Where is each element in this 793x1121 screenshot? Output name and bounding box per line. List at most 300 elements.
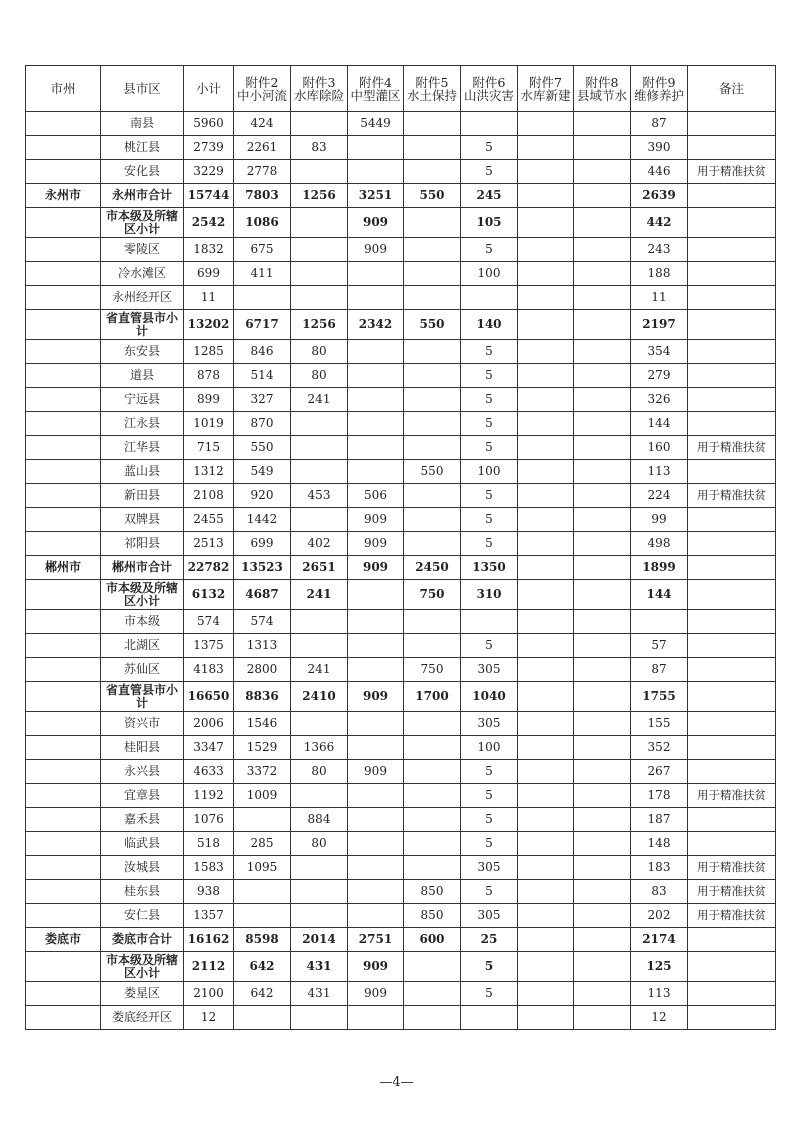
cell-subtotal: 3229	[184, 160, 234, 184]
cell-annex3	[291, 634, 348, 658]
cell-annex2: 514	[234, 364, 291, 388]
cell-annex3	[291, 436, 348, 460]
cell-annex3: 884	[291, 808, 348, 832]
cell-annex3: 83	[291, 136, 348, 160]
cell-annex4: 909	[348, 556, 404, 580]
cell-annex3: 241	[291, 580, 348, 610]
cell-city	[26, 634, 101, 658]
cell-city	[26, 340, 101, 364]
cell-annex9: 155	[631, 712, 688, 736]
cell-county: 市本级及所辖区小计	[101, 208, 184, 238]
cell-annex5	[404, 436, 461, 460]
cell-annex9	[631, 610, 688, 634]
table-row	[26, 136, 776, 160]
cell-annex8	[574, 712, 631, 736]
cell-annex6: 5	[461, 982, 518, 1006]
cell-annex8	[574, 436, 631, 460]
cell-subtotal: 3347	[184, 736, 234, 760]
cell-subtotal: 13202	[184, 310, 234, 340]
cell-annex5	[404, 982, 461, 1006]
cell-annex7	[518, 388, 574, 412]
cell-annex5	[404, 856, 461, 880]
cell-annex5	[404, 712, 461, 736]
cell-annex5	[404, 136, 461, 160]
cell-remark	[688, 388, 776, 412]
cell-annex5	[404, 634, 461, 658]
cell-annex9: 442	[631, 208, 688, 238]
cell-annex5	[404, 160, 461, 184]
table-row	[26, 580, 776, 610]
cell-annex7	[518, 784, 574, 808]
cell-annex8	[574, 532, 631, 556]
cell-city	[26, 112, 101, 136]
cell-annex2: 2800	[234, 658, 291, 682]
table-row	[26, 904, 776, 928]
cell-subtotal: 16650	[184, 682, 234, 712]
cell-county: 东安县	[101, 340, 184, 364]
cell-subtotal: 12	[184, 1006, 234, 1030]
cell-annex3: 80	[291, 364, 348, 388]
cell-annex3: 2651	[291, 556, 348, 580]
cell-city	[26, 136, 101, 160]
cell-annex9: 390	[631, 136, 688, 160]
cell-annex5	[404, 736, 461, 760]
cell-annex2: 13523	[234, 556, 291, 580]
cell-annex3: 80	[291, 340, 348, 364]
cell-annex9: 1899	[631, 556, 688, 580]
table-row	[26, 112, 776, 136]
cell-annex2: 2261	[234, 136, 291, 160]
cell-city	[26, 682, 101, 712]
cell-annex9: 183	[631, 856, 688, 880]
cell-annex8	[574, 784, 631, 808]
cell-annex8	[574, 364, 631, 388]
cell-county: 安仁县	[101, 904, 184, 928]
cell-annex6: 140	[461, 310, 518, 340]
cell-annex7	[518, 184, 574, 208]
cell-city	[26, 286, 101, 310]
cell-annex3	[291, 460, 348, 484]
cell-annex6: 5	[461, 388, 518, 412]
header-annex4: 附件4 中型灌区	[348, 66, 404, 112]
header-city: 市州	[26, 66, 101, 112]
cell-annex3	[291, 904, 348, 928]
cell-annex4	[348, 136, 404, 160]
cell-annex8	[574, 856, 631, 880]
cell-annex7	[518, 310, 574, 340]
cell-remark	[688, 556, 776, 580]
cell-annex5	[404, 412, 461, 436]
cell-subtotal: 2542	[184, 208, 234, 238]
cell-annex8	[574, 412, 631, 436]
cell-county: 临武县	[101, 832, 184, 856]
cell-annex6: 305	[461, 658, 518, 682]
cell-city	[26, 982, 101, 1006]
cell-annex4	[348, 736, 404, 760]
cell-annex7	[518, 238, 574, 262]
cell-subtotal: 878	[184, 364, 234, 388]
cell-annex2: 7803	[234, 184, 291, 208]
cell-annex5: 850	[404, 880, 461, 904]
header-remark: 备注	[688, 66, 776, 112]
cell-annex6	[461, 286, 518, 310]
cell-annex3: 431	[291, 982, 348, 1006]
table-row	[26, 982, 776, 1006]
cell-annex2: 1009	[234, 784, 291, 808]
cell-annex6: 5	[461, 832, 518, 856]
table-row	[26, 952, 776, 982]
cell-remark: 用于精准扶贫	[688, 484, 776, 508]
cell-annex9: 125	[631, 952, 688, 982]
cell-annex3: 1256	[291, 184, 348, 208]
cell-annex4: 2342	[348, 310, 404, 340]
cell-city	[26, 412, 101, 436]
cell-subtotal: 1312	[184, 460, 234, 484]
cell-subtotal: 1375	[184, 634, 234, 658]
cell-annex4: 5449	[348, 112, 404, 136]
cell-annex5: 550	[404, 184, 461, 208]
cell-annex9: 187	[631, 808, 688, 832]
cell-annex8	[574, 760, 631, 784]
cell-annex2: 642	[234, 952, 291, 982]
cell-annex3: 453	[291, 484, 348, 508]
cell-county: 桂东县	[101, 880, 184, 904]
cell-annex8	[574, 808, 631, 832]
cell-annex6	[461, 1006, 518, 1030]
cell-annex7	[518, 682, 574, 712]
table-row	[26, 262, 776, 286]
cell-county: 市本级及所辖区小计	[101, 580, 184, 610]
table-header	[26, 66, 776, 112]
cell-annex7	[518, 208, 574, 238]
cell-annex9: 178	[631, 784, 688, 808]
cell-annex5	[404, 484, 461, 508]
cell-annex8	[574, 952, 631, 982]
cell-annex6: 305	[461, 712, 518, 736]
cell-annex6	[461, 610, 518, 634]
cell-annex2	[234, 1006, 291, 1030]
cell-county: 嘉禾县	[101, 808, 184, 832]
cell-county: 宜章县	[101, 784, 184, 808]
cell-remark	[688, 832, 776, 856]
cell-county: 永州市合计	[101, 184, 184, 208]
cell-annex7	[518, 736, 574, 760]
cell-annex6: 305	[461, 904, 518, 928]
cell-annex7	[518, 658, 574, 682]
cell-annex9: 87	[631, 658, 688, 682]
cell-subtotal: 938	[184, 880, 234, 904]
cell-annex3: 80	[291, 832, 348, 856]
cell-annex2: 6717	[234, 310, 291, 340]
cell-annex2: 411	[234, 262, 291, 286]
cell-annex7	[518, 532, 574, 556]
cell-city	[26, 310, 101, 340]
cell-annex9: 2174	[631, 928, 688, 952]
cell-annex6: 5	[461, 760, 518, 784]
cell-annex5: 600	[404, 928, 461, 952]
cell-county: 省直管县市小计	[101, 682, 184, 712]
cell-annex7	[518, 880, 574, 904]
cell-subtotal: 1357	[184, 904, 234, 928]
table-row	[26, 610, 776, 634]
cell-city	[26, 388, 101, 412]
cell-city	[26, 508, 101, 532]
cell-annex5	[404, 808, 461, 832]
cell-annex5: 750	[404, 580, 461, 610]
cell-annex6: 5	[461, 508, 518, 532]
cell-annex3	[291, 880, 348, 904]
cell-subtotal: 2108	[184, 484, 234, 508]
header-annex9: 附件9 维修养护	[631, 66, 688, 112]
cell-annex6: 5	[461, 412, 518, 436]
cell-annex8	[574, 982, 631, 1006]
cell-county: 北湖区	[101, 634, 184, 658]
header-county: 县市区	[101, 66, 184, 112]
cell-remark	[688, 310, 776, 340]
table-row	[26, 508, 776, 532]
cell-remark: 用于精准扶贫	[688, 904, 776, 928]
cell-remark: 用于精准扶贫	[688, 160, 776, 184]
cell-annex7	[518, 364, 574, 388]
cell-annex7	[518, 712, 574, 736]
cell-annex8	[574, 736, 631, 760]
cell-county: 祁阳县	[101, 532, 184, 556]
cell-annex7	[518, 610, 574, 634]
cell-remark	[688, 580, 776, 610]
cell-annex2: 424	[234, 112, 291, 136]
cell-annex5	[404, 364, 461, 388]
cell-subtotal: 2112	[184, 952, 234, 982]
cell-county: 市本级	[101, 610, 184, 634]
cell-annex2: 642	[234, 982, 291, 1006]
cell-annex4: 909	[348, 760, 404, 784]
cell-annex3	[291, 286, 348, 310]
table-row	[26, 340, 776, 364]
cell-annex8	[574, 580, 631, 610]
table-row	[26, 784, 776, 808]
cell-annex6: 245	[461, 184, 518, 208]
cell-remark	[688, 208, 776, 238]
cell-city	[26, 160, 101, 184]
cell-annex7	[518, 160, 574, 184]
cell-annex5	[404, 832, 461, 856]
cell-remark	[688, 658, 776, 682]
cell-subtotal: 574	[184, 610, 234, 634]
cell-annex8	[574, 136, 631, 160]
cell-annex7	[518, 436, 574, 460]
table-row	[26, 238, 776, 262]
cell-annex4	[348, 436, 404, 460]
table-row	[26, 832, 776, 856]
cell-annex7	[518, 580, 574, 610]
cell-annex6: 5	[461, 880, 518, 904]
cell-subtotal: 5960	[184, 112, 234, 136]
cell-annex3: 241	[291, 388, 348, 412]
cell-annex9: 12	[631, 1006, 688, 1030]
cell-city	[26, 856, 101, 880]
table-row	[26, 808, 776, 832]
cell-city: 娄底市	[26, 928, 101, 952]
cell-remark	[688, 634, 776, 658]
cell-subtotal: 899	[184, 388, 234, 412]
cell-remark	[688, 286, 776, 310]
table-row	[26, 658, 776, 682]
cell-annex9: 224	[631, 484, 688, 508]
cell-annex6: 5	[461, 160, 518, 184]
cell-annex4	[348, 634, 404, 658]
cell-remark	[688, 808, 776, 832]
cell-annex5	[404, 610, 461, 634]
cell-remark	[688, 952, 776, 982]
cell-annex5: 750	[404, 658, 461, 682]
cell-remark	[688, 1006, 776, 1030]
cell-annex6: 100	[461, 736, 518, 760]
cell-annex7	[518, 262, 574, 286]
cell-annex3: 2410	[291, 682, 348, 712]
cell-annex3: 402	[291, 532, 348, 556]
funding-table	[25, 65, 776, 1030]
cell-annex3	[291, 784, 348, 808]
cell-city	[26, 880, 101, 904]
cell-remark	[688, 682, 776, 712]
cell-annex2: 3372	[234, 760, 291, 784]
cell-annex4	[348, 460, 404, 484]
cell-annex4	[348, 904, 404, 928]
cell-subtotal: 1832	[184, 238, 234, 262]
cell-remark	[688, 928, 776, 952]
cell-annex3	[291, 712, 348, 736]
cell-annex8	[574, 832, 631, 856]
cell-annex7	[518, 1006, 574, 1030]
cell-annex8	[574, 658, 631, 682]
cell-annex7	[518, 484, 574, 508]
cell-annex9: 144	[631, 580, 688, 610]
table-row	[26, 556, 776, 580]
cell-subtotal: 4183	[184, 658, 234, 682]
cell-annex8	[574, 460, 631, 484]
cell-annex5	[404, 262, 461, 286]
cell-annex8	[574, 634, 631, 658]
cell-subtotal: 1285	[184, 340, 234, 364]
cell-annex6: 25	[461, 928, 518, 952]
header-annex6: 附件6 山洪灾害	[461, 66, 518, 112]
cell-annex8	[574, 238, 631, 262]
cell-annex9: 243	[631, 238, 688, 262]
table-row	[26, 286, 776, 310]
cell-remark	[688, 136, 776, 160]
cell-annex7	[518, 982, 574, 1006]
cell-annex8	[574, 160, 631, 184]
cell-remark	[688, 610, 776, 634]
cell-annex9: 1755	[631, 682, 688, 712]
cell-annex7	[518, 904, 574, 928]
cell-annex6: 5	[461, 136, 518, 160]
cell-subtotal: 15744	[184, 184, 234, 208]
cell-city	[26, 610, 101, 634]
cell-remark	[688, 508, 776, 532]
cell-annex9: 83	[631, 880, 688, 904]
cell-city	[26, 736, 101, 760]
cell-subtotal: 2100	[184, 982, 234, 1006]
cell-subtotal: 1192	[184, 784, 234, 808]
cell-annex5	[404, 784, 461, 808]
cell-annex6: 105	[461, 208, 518, 238]
table-row	[26, 880, 776, 904]
cell-annex6: 5	[461, 808, 518, 832]
cell-annex5	[404, 286, 461, 310]
cell-annex4: 3251	[348, 184, 404, 208]
cell-city	[26, 904, 101, 928]
cell-annex4	[348, 364, 404, 388]
cell-city	[26, 580, 101, 610]
cell-city	[26, 658, 101, 682]
cell-annex7	[518, 136, 574, 160]
cell-annex8	[574, 682, 631, 712]
table-row	[26, 484, 776, 508]
cell-annex2: 549	[234, 460, 291, 484]
cell-annex9: 352	[631, 736, 688, 760]
cell-annex8	[574, 340, 631, 364]
table-row	[26, 388, 776, 412]
table-row	[26, 310, 776, 340]
cell-county: 娄底经开区	[101, 1006, 184, 1030]
cell-annex4	[348, 712, 404, 736]
cell-annex2: 1313	[234, 634, 291, 658]
cell-annex2: 2778	[234, 160, 291, 184]
cell-annex6: 305	[461, 856, 518, 880]
cell-annex4	[348, 412, 404, 436]
cell-annex5	[404, 238, 461, 262]
table-row	[26, 760, 776, 784]
cell-subtotal: 2739	[184, 136, 234, 160]
cell-county: 双牌县	[101, 508, 184, 532]
cell-annex2: 920	[234, 484, 291, 508]
cell-annex7	[518, 760, 574, 784]
cell-annex8	[574, 556, 631, 580]
cell-annex9: 267	[631, 760, 688, 784]
cell-annex9: 326	[631, 388, 688, 412]
cell-annex6: 1040	[461, 682, 518, 712]
cell-county: 蓝山县	[101, 460, 184, 484]
cell-annex9: 2639	[631, 184, 688, 208]
cell-city	[26, 238, 101, 262]
cell-annex8	[574, 928, 631, 952]
cell-annex5	[404, 532, 461, 556]
cell-annex4: 909	[348, 508, 404, 532]
cell-annex4: 909	[348, 982, 404, 1006]
cell-remark	[688, 262, 776, 286]
table-row	[26, 856, 776, 880]
cell-annex7	[518, 832, 574, 856]
cell-subtotal: 2513	[184, 532, 234, 556]
cell-remark	[688, 112, 776, 136]
cell-annex7	[518, 508, 574, 532]
cell-county: 汝城县	[101, 856, 184, 880]
cell-annex8	[574, 208, 631, 238]
cell-county: 永州经开区	[101, 286, 184, 310]
cell-annex6: 100	[461, 262, 518, 286]
cell-annex4	[348, 658, 404, 682]
cell-annex4: 909	[348, 532, 404, 556]
cell-annex6: 5	[461, 784, 518, 808]
cell-annex3	[291, 610, 348, 634]
cell-annex3	[291, 112, 348, 136]
cell-annex3	[291, 1006, 348, 1030]
cell-annex8	[574, 610, 631, 634]
cell-annex4	[348, 340, 404, 364]
cell-annex9: 354	[631, 340, 688, 364]
cell-annex4: 2751	[348, 928, 404, 952]
